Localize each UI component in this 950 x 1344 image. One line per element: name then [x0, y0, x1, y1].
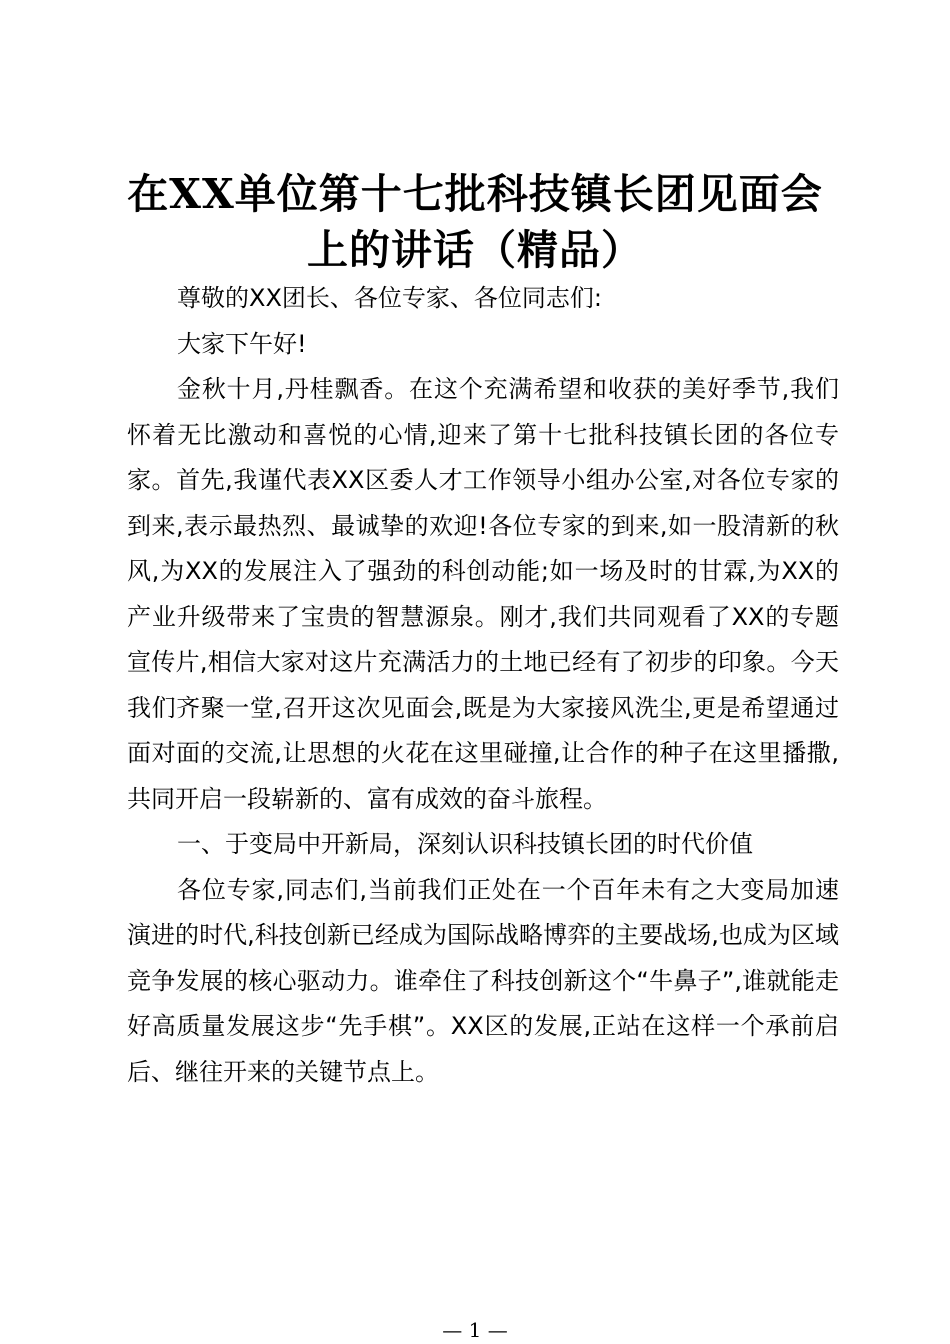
paragraph-1: 金秋十月,丹桂飘香。在这个充满希望和收获的美好季节,我们怀着无比激动和喜悦的心情,迎来了第十七批科技镇长团的各位专家。首先,我谨代表XX区委人才工作领导小组办公室,对各位专家的到来,表示最热烈、最诚挚的欢迎!各位专家的到来,如一股清新的秋风,为XX的发展注入了强劲的科创动能;如一场及时的甘霖,为XX的产业升级带来了宝贵的智慧源泉。刚才,我们共同观看了XX的专题宣传片,相信大家对这片充满活力的土地已经有了初步的印象。今天我们齐聚一堂,召开这次见面会,既是为大家接风洗尘,更是希望通过面对面的交流,让思想的火花在这里碰撞,让合作的种子在这里播撒,共同开启一段崭新的、富有成效的奋斗旅程。	[127, 375, 839, 813]
title-line-2: 上的讲话（精品）	[307, 226, 643, 274]
salutation: 尊敬的XX团长、各位专家、各位同志们:	[177, 284, 602, 312]
section-heading-1: 一、于变局中开新局，深刻认识科技镇长团的时代价值	[177, 830, 753, 858]
greeting: 大家下午好!	[177, 329, 307, 358]
title-line-1: 在XX单位第十七批科技镇长团见面会	[127, 170, 823, 218]
page-number: — 1 —	[442, 1318, 508, 1342]
paragraph-2: 各位专家,同志们,当前我们正处在一个百年未有之大变局加速演进的时代,科技创新已经成为国际战略博弈的主要战场,也成为区域竞争发展的核心驱动力。谁牵住了科技创新这个“牛鼻子”,谁就能走好高质量发展这步“先手棋”。XX区的发展,正站在这样一个承前启后、继往开来的关键节点上。	[127, 875, 839, 1086]
document-title	[100, 166, 850, 278]
document-body	[127, 276, 839, 1095]
